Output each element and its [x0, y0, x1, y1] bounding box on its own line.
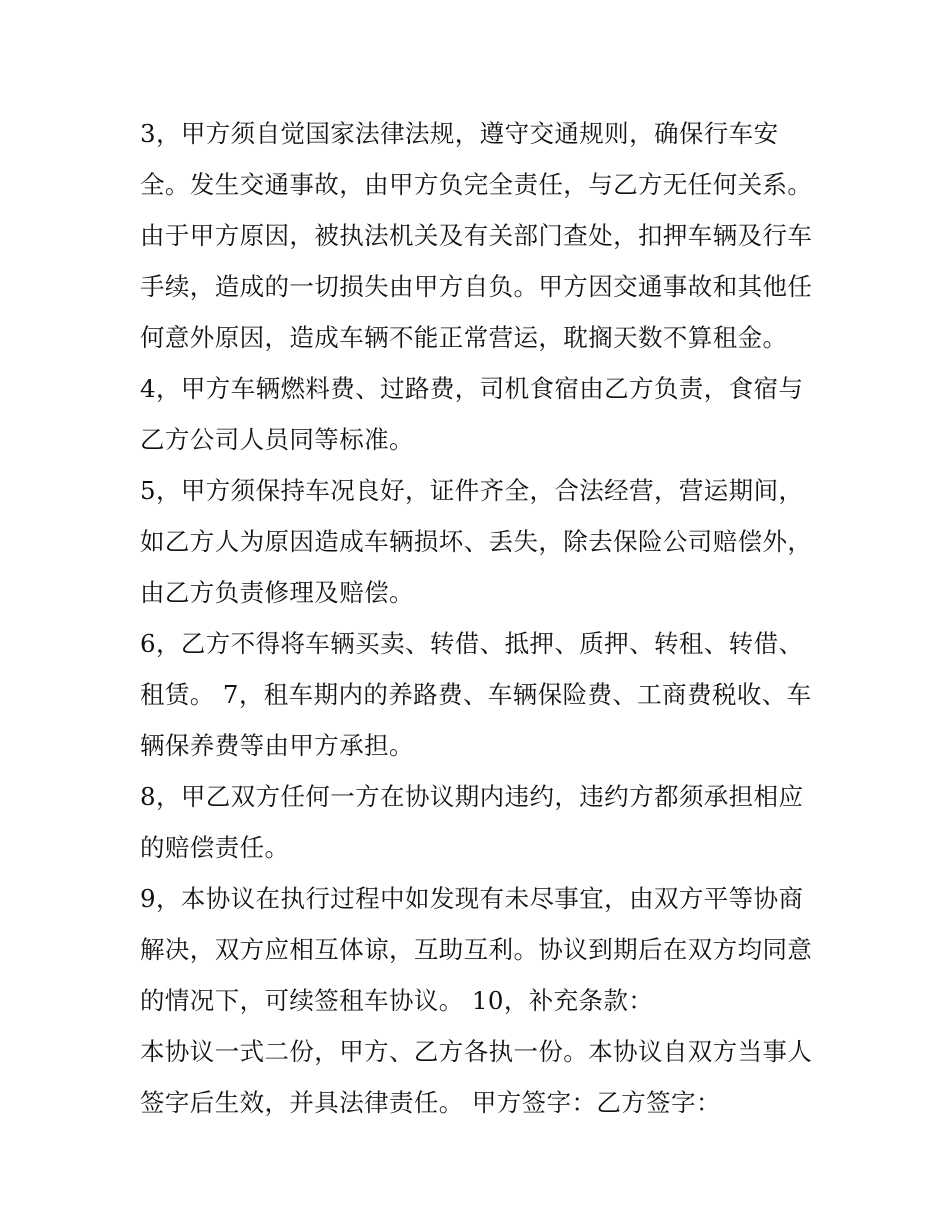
text-line: 由于甲方原因，被执法机关及有关部门查处，扣押车辆及行车 [140, 221, 813, 250]
contract-text [140, 108, 830, 1128]
text-line: 如乙方人为原因造成车辆损坏、丢失，除去保险公司赔偿外， [140, 527, 813, 556]
text-line: 的情况下，可续签租车协议。 10，补充条款： [140, 986, 654, 1015]
text-line: 5，甲方须保持车况良好，证件齐全，合法经营，营运期间， [140, 476, 804, 505]
text-line: 本协议一式二份，甲方、乙方各执一份。本协议自双方当事人 [140, 1037, 813, 1066]
text-line: 9，本协议在执行过程中如发现有未尽事宜，由双方平等协商 [140, 884, 804, 913]
text-line: 乙方公司人员同等标准。 [140, 425, 414, 454]
text-line: 何意外原因，造成车辆不能正常营运，耽搁天数不算租金。 [140, 323, 788, 352]
text-line: 4，甲方车辆燃料费、过路费，司机食宿由乙方负责，食宿与 [140, 374, 804, 403]
text-line: 辆保养费等由甲方承担。 [140, 731, 414, 760]
text-line: 3，甲方须自觉国家法律法规，遵守交通规则，确保行车安 [140, 119, 779, 148]
text-line: 手续，造成的一切损失由甲方自负。甲方因交通事故和其他任 [140, 272, 813, 301]
text-line: 全。发生交通事故，由甲方负完全责任，与乙方无任何关系。 [140, 170, 813, 199]
text-line: 的赔偿责任。 [140, 833, 290, 862]
text-line: 解决，双方应相互体谅，互助互利。协议到期后在双方均同意 [140, 935, 813, 964]
text-line: 由乙方负责修理及赔偿。 [140, 578, 414, 607]
text-line: 租赁。 7，租车期内的养路费、车辆保险费、工商费税收、车 [140, 680, 812, 709]
text-line: 8，甲乙双方任何一方在协议期内违约，违约方都须承担相应 [140, 782, 804, 811]
text-line: 6，乙方不得将车辆买卖、转借、抵押、质押、转租、转借、 [140, 629, 804, 658]
text-line: 签字后生效，并具法律责任。 甲方签字：乙方签字： [140, 1088, 721, 1117]
